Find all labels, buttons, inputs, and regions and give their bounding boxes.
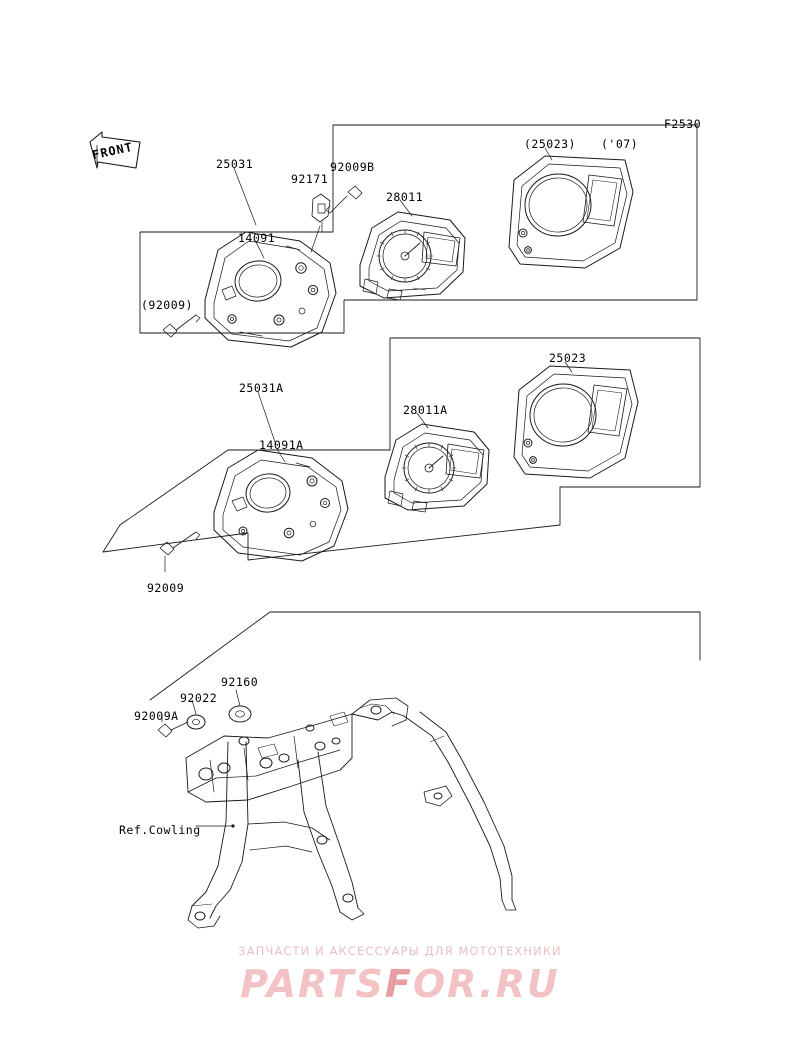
watermark-brand-left: PARTS (240, 962, 385, 1006)
callout-28011: 28011 (386, 190, 424, 204)
callout-25031a: 25031A (239, 381, 284, 395)
callout-25031: 25031 (216, 157, 254, 171)
callout-92022: 92022 (180, 691, 218, 705)
watermark-tagline: ЗАПЧАСТИ И АКСЕССУАРЫ ДЛЯ МОТОТЕХНИКИ (238, 944, 562, 958)
callout-28011a: 28011A (403, 403, 448, 417)
callout-ref-cowling: Ref.Cowling (119, 823, 201, 837)
callout-14091: 14091 (238, 231, 276, 245)
callout-f2530: F2530 (664, 117, 702, 131)
callout-92009b: 92009B (330, 160, 375, 174)
callout-14091a: 14091A (259, 438, 304, 452)
callout-92009: 92009 (147, 581, 185, 595)
watermark-brand-mid: F (384, 962, 413, 1006)
front-label: FRONT (90, 139, 135, 163)
callout-model-year: ('07) (601, 137, 639, 151)
callout-92009a: 92009A (134, 709, 179, 723)
callout-92009-alt: (92009) (141, 298, 193, 312)
watermark-brand (0, 962, 800, 1006)
callout-25023-alt: (25023) (524, 137, 576, 151)
callout-92160: 92160 (221, 675, 259, 689)
watermark-brand-right: OR.RU (412, 962, 560, 1006)
callout-25023: 25023 (549, 351, 587, 365)
callout-92171: 92171 (291, 172, 329, 186)
